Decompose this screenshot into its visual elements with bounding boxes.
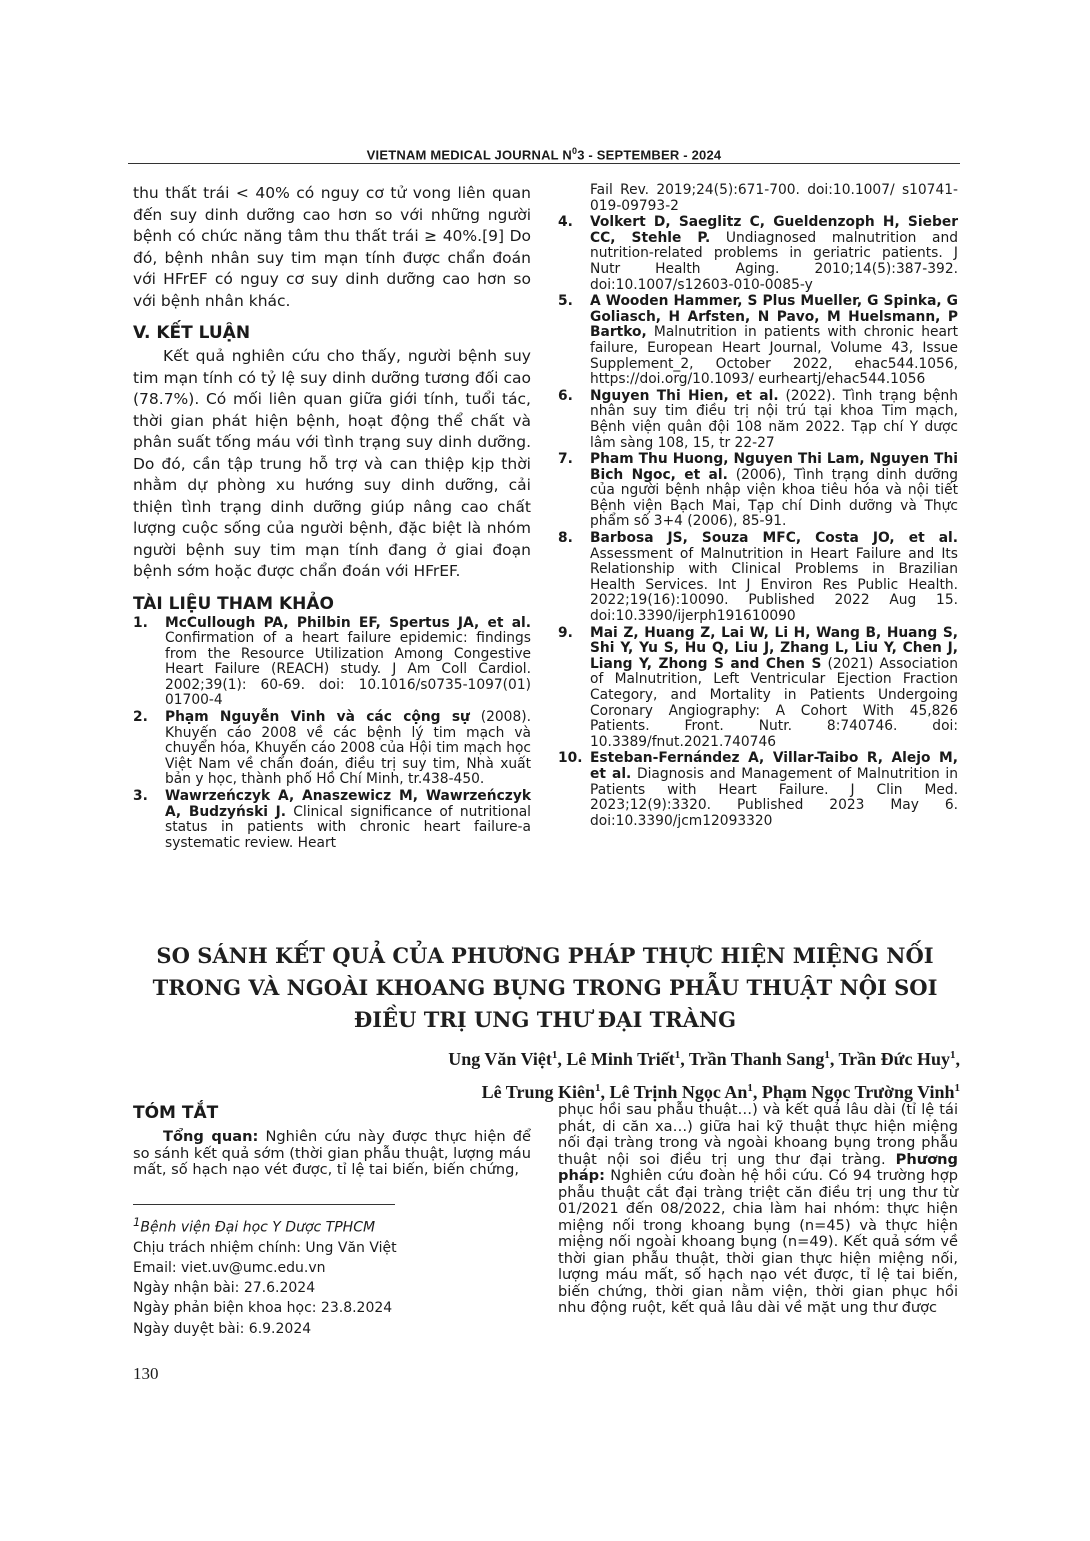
right-column-top: [558, 183, 958, 829]
reference-authors: Volkert D, Saeglitz C, Gueldenzoph H, Sieber CC, Stehle P.: [590, 214, 958, 246]
reference-item: [558, 626, 958, 751]
reference-authors: Barbosa JS, Souza MFC, Costa JO, et al.: [590, 530, 958, 547]
header-rule: [128, 163, 960, 164]
reference-number: 4.: [558, 214, 573, 231]
author-name: Trần Đức Huy$^1$: [838, 1049, 956, 1069]
reference-item: [558, 389, 958, 451]
footnote-rule: [133, 1204, 395, 1205]
article-title: [140, 940, 950, 1036]
reference-item: [133, 616, 531, 710]
references-left-list: [133, 616, 531, 852]
reference-continuation: Fail Rev. 2019;24(5):671-700. doi:10.1007/ s10741-019-09793-2: [590, 182, 958, 214]
reference-number: 2.: [133, 709, 148, 726]
reference-authors: A Wooden Hammer, S Plus Mueller, G Spinka, G Goliasch, H Arfsten, N Pavo, M Huelsmann, P Bartko,: [590, 293, 958, 341]
abstract-heading: TÓM TẮT: [133, 1103, 219, 1123]
article-title-line: TRONG VÀ NGOÀI KHOANG BỤNG TRONG PHẪU THUẬT NỘI SOI: [152, 975, 938, 1000]
reference-number: 3.: [133, 788, 148, 805]
reference-item: [558, 452, 958, 530]
corresponding-author: Chịu trách nhiệm chính: Ung Văn Việt: [133, 1239, 397, 1256]
author-name: Phạm Ngọc Trường Vinh$^1$: [761, 1082, 960, 1102]
article-title-line: ĐIỀU TRỊ UNG THƯ ĐẠI TRÀNG: [353, 1007, 737, 1032]
reference-item: [558, 531, 958, 625]
author-name: Trần Thanh Sang$^1$: [688, 1049, 830, 1069]
reference-authors: Phạm Nguyễn Vinh và các cộng sự: [165, 709, 470, 726]
received-date: Ngày nhận bài: 27.6.2024: [133, 1280, 316, 1297]
reference-item: [133, 710, 531, 788]
references-heading: TÀI LIỆU THAM KHẢO: [133, 593, 334, 614]
reference-number: 9.: [558, 624, 573, 641]
author-name: Lê Trung Kiên$^1$: [481, 1082, 601, 1102]
reference-text: (2008). Khuyến cáo 2008 về các bệnh lý tim mạch và chuyển hóa, Khuyến cáo 2008 của Hội tim mạch học Việt Nam về chẩn đoán, điều trị suy tim, Nhà xuất bản y học, thành phố Hồ Chí Minh, tr.438-450.: [165, 709, 531, 788]
reference-number: 10.: [558, 750, 583, 767]
reference-number: 8.: [558, 530, 573, 547]
author-line: Ung Văn Việt$^1$, Lê Minh Triết$^1$, Trần Thanh Sang$^1$, Trần Đức Huy$^1$,: [448, 1049, 960, 1069]
reference-item: [558, 751, 958, 829]
abstract-methods: phục hồi sau phẫu thuật…) và kết quả lâu dài (tỉ lệ tái phát, di căn xa…) giữa hai kỹ thuật thực hiện miệng nối đại tràng trong và ngoài khoang bụng trong phẫu thuật nội soi điều trị ung thư đại tràng. Phương pháp: Nghiên cứu đoàn hệ hồi cứu. Có 94 trường hợp phẫu thuật cắt đại tràng triệt căn điều trị ung thư từ 01/2021 đến 08/2022, chia làm hai nhóm: thực hiện miệng nối trong khoang bụng (n=45) và thực hiện miệng nối ngoài khoang bụng (n=49). Kết quả sớm về thời gian phẫu thuật, thời gian thực hiện miệng nối, lượng máu mất, số hạch nạo vét được, tỉ lệ tai biến, biến chứng, thời gian nằm viện, thời gian phục hồi nhu động ruột, kết quả lâu dài về mặt ung thư được: [558, 1101, 958, 1316]
author-name: Ung Văn Việt$^1$: [448, 1049, 558, 1069]
reference-item: [558, 215, 958, 293]
review-date: Ngày phản biện khoa học: 23.8.2024: [133, 1300, 393, 1317]
reference-authors: Mai Z, Huang Z, Lai W, Li H, Wang B, Huang S, Shi Y, Yu S, Hu Q, Liu J, Zhang L, Liu Y, Chen J, Liang Y, Zhong S and Chen S: [590, 624, 958, 672]
email: Email: viet.uv@umc.edu.vn: [133, 1260, 326, 1277]
reference-text: Confirmation of a heart failure epidemic: findings from the Resource Utilization Among Congestive Heart Failure (REACH) study. J Am Coll Cardiol. 2002;39(1): 60-69. doi: 10.1016/s0735-1097(01) 01700-4: [165, 630, 531, 709]
reference-authors: Esteban-Fernández A, Villar-Taibo R, Alejo M, et al.: [590, 750, 958, 782]
reference-item: [133, 789, 531, 851]
author-name: Lê Trịnh Ngọc An$^1$: [609, 1082, 753, 1102]
reference-authors: Wawrzeńczyk A, Anaszewicz M, Wawrzeńczyk A, Budzyński J.: [165, 788, 531, 820]
reference-number: 7.: [558, 451, 573, 468]
article-title-line: SO SÁNH KẾT QUẢ CỦA PHƯƠNG PHÁP THỰC HIỆN MIỆNG NỐI: [156, 943, 934, 968]
reference-text: (2006), Tình trạng dinh dưỡng của người bệnh nhập viện khoa tiêu hóa và nội tiết Bệnh viện Bạch Mai, Tạp chí Dinh dưỡng và Thực phẩm số 3+4 (2006), 85-91.: [590, 466, 958, 530]
accepted-date: Ngày duyệt bài: 6.9.2024: [133, 1320, 312, 1337]
page-number: 130: [133, 1364, 159, 1383]
reference-authors: Nguyen Thi Hien, et al.: [590, 387, 779, 404]
journal-header: VIETNAM MEDICAL JOURNAL $N^03$ - SEPTEMBER - 2024: [366, 146, 722, 163]
reference-authors: Pham Thu Huong, Nguyen Thi Lam, Nguyen Thi Bich Ngoc, et al.: [590, 451, 958, 483]
reference-number: 6.: [558, 387, 573, 404]
reference-text: Assessment of Malnutrition in Heart Failure and Its Relationship with Clinical Problems in Brazilian Health Services. Int J Environ Res Public Health. 2022;19(16):10090. Published 2022 Aug 15. doi:10.3390/ijerph191610090: [590, 545, 958, 625]
reference-text: Undiagnosed malnutrition and nutrition-related problems in geriatric patients. J Nutr Health Aging. 2010;14(5):387-392. doi:10.1007/s12603-010-0085-y: [590, 229, 958, 293]
reference-authors: McCullough PA, Philbin EF, Spertus JA, et al.: [165, 614, 531, 631]
reference-item: [558, 294, 958, 388]
abstract-overview: Tổng quan: Nghiên cứu này được thực hiện để so sánh kết quả sớm (thời gian phẫu thuật, lượng máu mất, số hạch nạo vét được, tỉ lệ tai biến, biến chứng,: [133, 1128, 531, 1178]
reference-text: (2022). Tình trạng bệnh nhân suy tim điều trị nội trú tại khoa Tim mạch, Bệnh viện quân đội 108 năm 2022. Tạp chí Y dược lâm sàng 108, 15, tr 22-27: [590, 387, 958, 451]
conclusion-heading: V. KẾT LUẬN: [133, 323, 251, 343]
footnote: [133, 1212, 397, 1339]
reference-text: (2021) Association of Malnutrition, Left Ventricular Ejection Fraction Category, and Mortality in Patients Undergoing Coronary Angiography: A Cohort With 45,826 Patients. Front. Nutr. 8:740746. doi: 10.3389/fnut.2021.740746: [590, 655, 958, 750]
abstract-left: [133, 1129, 531, 1179]
reference-text: Malnutrition in patients with chronic heart failure, European Heart Journal, Volume 43, Issue Supplement_2, October 2022, ehac544.1056, https://doi.org/10.1093/ eurheartj/ehac544.1056: [590, 324, 958, 388]
references-right-items: [558, 215, 958, 829]
conclusion-text: Kết quả nghiên cứu cho thấy, người bệnh suy tim mạn tính có tỷ lệ suy dinh dưỡng tương đối cao (78.7%). Có mối liên quan giữa giới tính, tuổi tác, thời gian phát hiện bệnh, hoạt động thể chất và phân suất tống máu với tình trạng suy dinh dưỡng. Do đó, cần tập trung hỗ trợ và can thiệp kịp thời nhằm dự phòng xu hướng suy dinh dưỡng, cải thiện tình trạng dinh dưỡng giúp nâng cao chất lượng cuộc sống của người bệnh, đặc biệt là nhóm người bệnh suy tim mạn tính đang ở giai đoạn bệnh sớm hoặc được chẩn đoán với HFrEF.: [133, 347, 531, 580]
left-column-top: [133, 183, 531, 851]
reference-number: 1.: [133, 614, 148, 631]
references-right-list: [558, 183, 958, 214]
affiliation: $^1$Bệnh viện Đại học Y Dược TPHCM: [133, 1215, 376, 1236]
author-list: [160, 1041, 960, 1107]
author-line: Lê Trung Kiên$^1$, Lê Trịnh Ngọc An$^1$, Phạm Ngọc Trường Vinh$^1$: [481, 1082, 960, 1102]
discussion-tail-paragraph: thu thất trái < 40% có nguy cơ tử vong liên quan đến suy dinh dưỡng cao hơn so với những người bệnh có chức năng tâm thu thất trái ≥ 40%.[9] Do đó, bệnh nhân suy tim mạn tính được chẩn đoán với HFrEF có nguy cơ suy dinh dưỡng cao hơn so với bệnh nhân khác.: [133, 184, 531, 310]
abstract-right: [558, 1102, 958, 1317]
reference-text: Clinical significance of nutritional status in patients with chronic heart failure-a systematic review. Heart: [165, 803, 531, 851]
reference-number: 5.: [558, 293, 573, 310]
reference-text: Diagnosis and Management of Malnutrition in Patients with Heart Failure. J Clin Med. 2023;12(9):3320. Published 2023 May 6. doi:10.3390/jcm12093320: [590, 765, 958, 829]
author-name: Lê Minh Triết$^1$: [566, 1049, 681, 1069]
